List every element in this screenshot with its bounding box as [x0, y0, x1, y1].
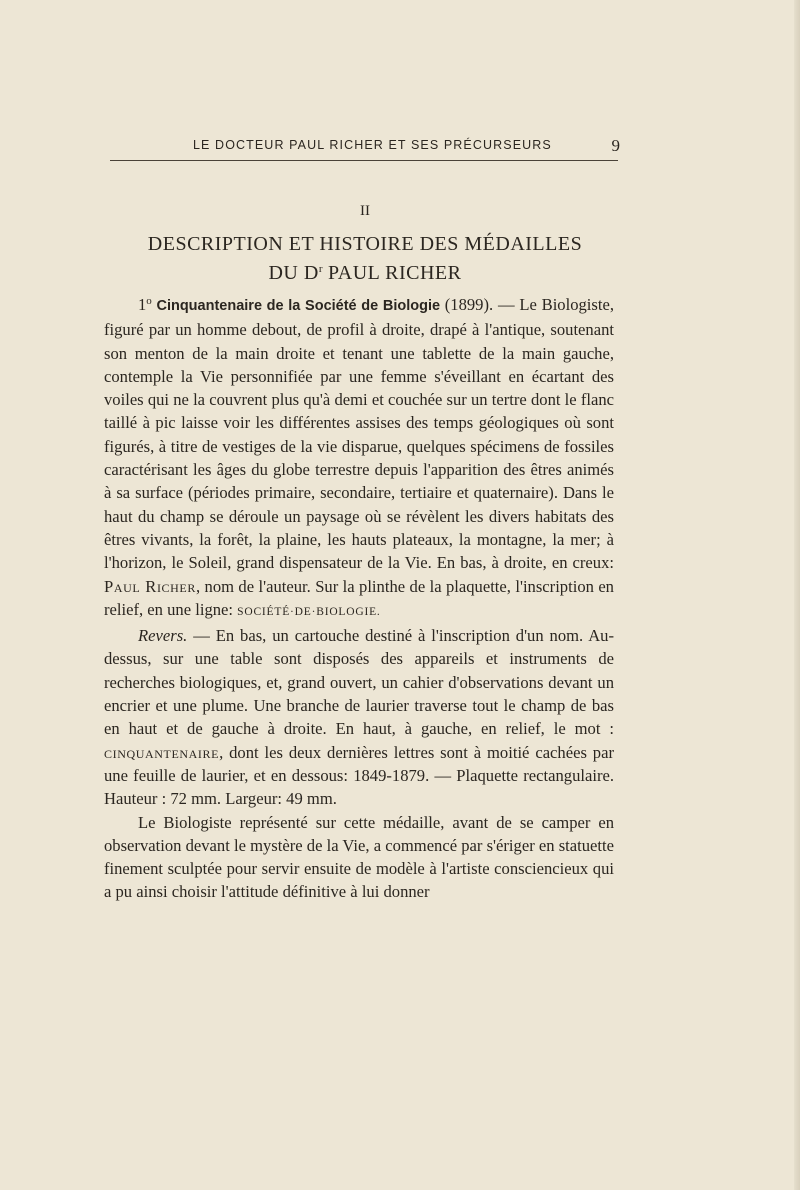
section-number: II — [360, 203, 370, 219]
inscription-text: SOCIÉTÉ·DE·BIOLOGIE. — [237, 605, 381, 618]
page-edge — [794, 0, 800, 1190]
header-rule — [110, 160, 618, 161]
paragraph-revers: Revers. — En bas, un cartouche destiné à l'inscription d'un nom. Au-dessus, sur une table sont disposés des appareils et instruments de recherches biologiques, et, grand ouvert, un cahier d'observations devant un encrier et une plume. Une branche de laurier traverse tout le champ de bas en haut et de gauche à droite. En haut, à gauche, en relief, le mot : cinquantenaire, dont les deux dernières lettres sont à moitié cachées par une feuille de laurier, et en dessous: 1849-1879. — Plaquette rectangulaire. Hauteur : 72 mm. Largeur: 49 mm. — [104, 626, 614, 809]
running-title: LE DOCTEUR PAUL RICHER ET SES PRÉCURSEURS — [193, 138, 552, 152]
paragraph-biologiste: Le Biologiste représenté sur cette médaille, avant de se camper en observation devant le mystère de la Vie, a commencé par s'ériger en statuette finement sculptée pour servir ensuite de modèle à l'artiste consciencieux qui a pu ainsi choisir l'attitude définitive à lui donner — [104, 812, 614, 902]
section-title — [0, 232, 730, 286]
cinquantenaire-word: cinquantenaire — [104, 742, 220, 762]
paragraph-cinquantenaire: 1$^o$ Cinquantenaire de la Société de Biologie (1899). — Le Biologiste, figuré par un homme debout, de profil à droite, drapé à l'antique, soutenant son menton de la main droite et tenant une tablette de la main gauche, contemple la Vie personnifiée par une femme s'éveillant en écartant des voiles qui ne la couvrent plus qu'à demi et couchée sur un tertre dont le flanc taillé à pic laisse voir les différentes assises des temps géologiques où sont figurés, à titre de vestiges de la vie disparue, quelques spécimens de fossiles caractérisant les âges du globe terrestre depuis l'apparition des êtres animés à sa surface (périodes primaire, secondaire, tertiaire et quaternaire). Dans le haut du champ se déroule un paysage où se révèlent les divers habitats des êtres vivants, la forêt, la plaine, les hauts plateaux, la montagne, la mer; à l'horizon, le Soleil, grand dispensateur de la Vie. En bas, à droite, en creux: Paul Richer, nom de l'auteur. Sur la plinthe de la plaquette, l'inscription en relief, en une ligne: SOCIÉTÉ·DE·BIOLOGIE. — [104, 295, 614, 619]
section-title-line-1: DESCRIPTION ET HISTOIRE DES MÉDAILLES — [147, 233, 583, 255]
page-number: 9 — [611, 136, 620, 155]
medal-heading: Cinquantenaire de la Société de Biologie — [151, 298, 445, 314]
body-text — [104, 290, 614, 904]
author-name: Paul Richer — [104, 576, 196, 596]
revers-label: Revers. — [138, 626, 188, 646]
section-title-line-2: DU $D^r$ PAUL RICHER — [268, 262, 462, 284]
